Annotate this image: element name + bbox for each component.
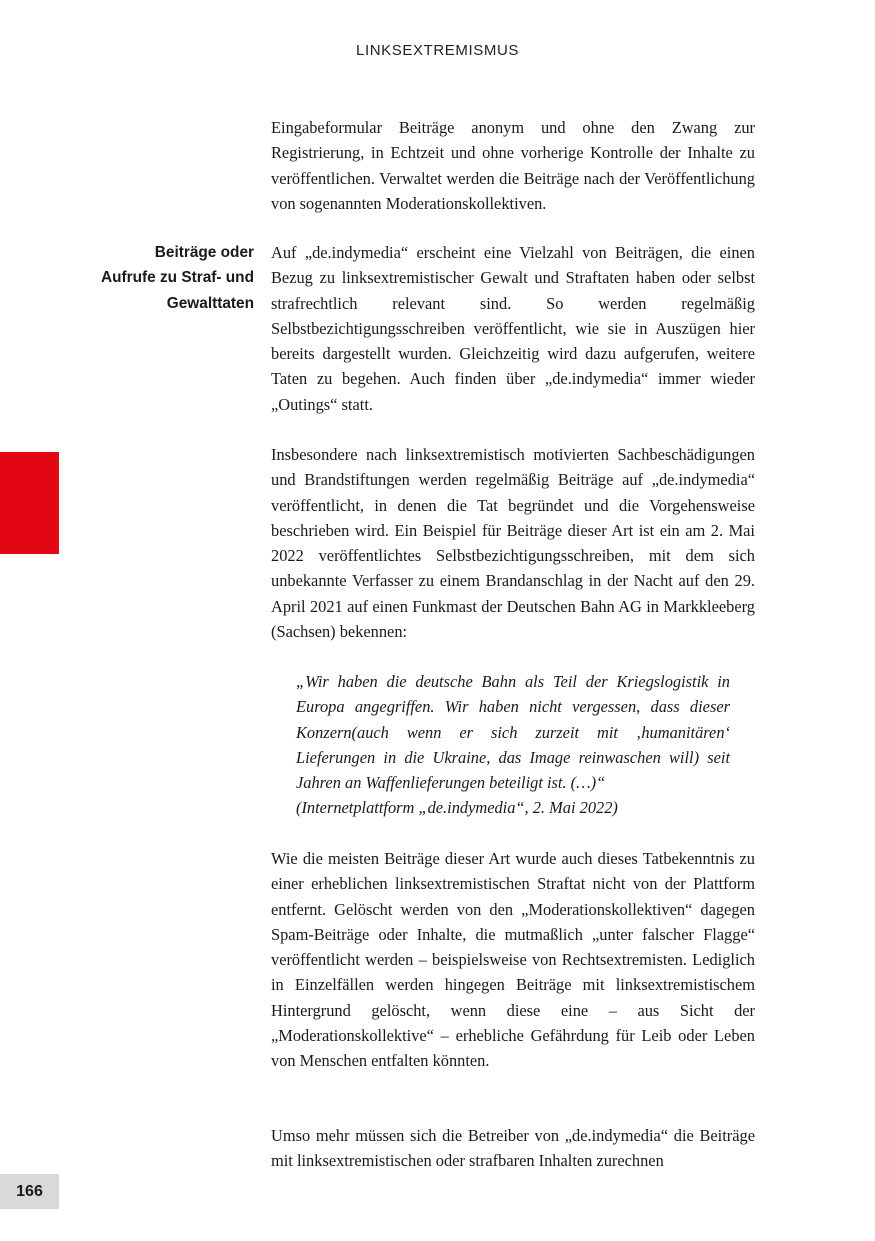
- body-paragraph: Wie die meisten Beiträge dieser Art wurde auch dieses Tatbekenntnis zu einer erheblichen linksextremistischen Straftat nicht von der Plattform entfernt. Gelöscht werden von den „Moderationskollektiven“ dagegen Spam-Beiträge oder Inhalte, die mutmaßlich „unter falscher Flagge“ veröffentlicht werden – beispielsweise von Rechtsextremisten. Lediglich in Einzelfällen werden hingegen Beiträge mit linksextremistischem Hintergrund gelöscht, wenn diese eine – aus Sicht der „Moderationskollektive“ – erhebliche Gefährdung für Leib oder Leben von Menschen entfalten könnten.: [271, 849, 755, 1071]
- paragraph-continued: [271, 115, 755, 216]
- paragraph-example: [271, 442, 755, 644]
- paragraph-indymedia-posts: [271, 240, 755, 417]
- margin-heading: [60, 240, 254, 316]
- chapter-color-tab: [0, 452, 59, 554]
- paragraph-moderation: [271, 846, 755, 1074]
- margin-heading-line: Gewalttaten: [166, 294, 254, 312]
- block-quote: [296, 669, 730, 821]
- body-paragraph: Umso mehr müssen sich die Betreiber von „de.indymedia“ die Beiträge mit linksextremistischen oder strafbaren Inhalten zurechnen: [271, 1126, 755, 1171]
- margin-heading-line: Beiträge oder: [154, 244, 254, 261]
- margin-heading-line: Aufrufe zu Straf- und: [100, 269, 254, 287]
- quote-text: „Wir haben die deutsche Bahn als Teil der Kriegslogistik in Europa angegriffen. Wir haben nicht vergessen, dass dieser Konzern(auch wenn er sich zurzeit mit ‚humanitären‘ Lieferungen in die Ukraine, das Image reinwaschen will) seit Jahren an Waffenlieferungen beteiligt ist. (…)“: [296, 672, 730, 793]
- body-paragraph: Auf „de.indymedia“ erscheint eine Vielzahl von Beiträgen, die einen Bezug zu linksextremistischer Gewalt und Straftaten haben oder selbst strafrechtlich relevant sind. So werden regelmäßig Selbstbezichtigungsschreiben veröffentlicht, wie sie in Auszügen hier bereits dargestellt wurden. Gleichzeitig wird dazu aufgerufen, weitere Taten zu begehen. Auch finden über „de.indymedia“ immer wieder „Outings“ statt.: [271, 243, 755, 414]
- body-paragraph: Insbesondere nach linksextremistisch motivierten Sachbeschädigungen und Brandstiftungen werden regelmäßig Beiträge auf „de.indymedia“ veröffentlicht, in denen die Tat begründet und die Vorgehensweise beschrieben wird. Ein Beispiel für Beiträge dieser Art ist ein am 2. Mai 2022 veröffentlichtes Selbstbezichtigungsschreiben, mit dem sich unbekannte Verfasser zu einem Brandanschlag in der Nacht auf den 29. April 2021 auf einen Funkmast der Deutschen Bahn AG in Markkleeberg (Sachsen) bekennen:: [271, 445, 755, 642]
- body-paragraph: Eingabeformular Beiträge anonym und ohne den Zwang zur Registrierung, in Echtzeit und ohne vorherige Kontrolle der Inhalte zu veröffentlichen. Verwaltet werden die Beiträge nach der Veröffentlichung von sogenannten Moderationskollektiven.: [271, 118, 755, 213]
- running-header: LINKSEXTREMISMUS: [356, 42, 519, 59]
- quote-source: (Internetplattform „de.indymedia“, 2. Mai 2022): [296, 798, 618, 818]
- paragraph-operators: [271, 1123, 755, 1174]
- page-number: 166: [0, 1174, 59, 1209]
